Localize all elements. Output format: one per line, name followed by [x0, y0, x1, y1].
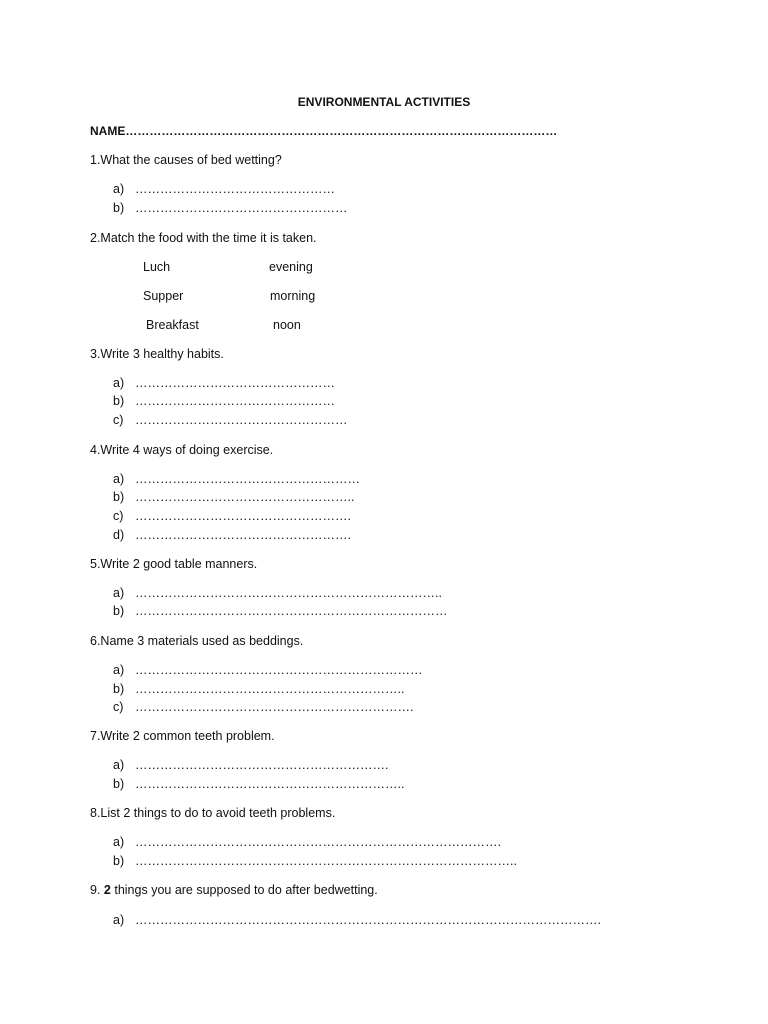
answer-line: …………………………………………… [135, 201, 348, 215]
answer-letter: b) [113, 854, 125, 868]
answer-line: ……………………………………………………………….. [135, 586, 442, 600]
answer-line: ………………………………………… [135, 376, 335, 390]
question-2: 2.Match the food with the time it is taken. [90, 231, 317, 245]
answer-line: ………………………………………………………………… [135, 604, 448, 618]
answer-line: ……………………………………………. [135, 528, 351, 542]
answer-letter: b) [113, 682, 125, 696]
answer-letter: a) [113, 663, 125, 677]
answer-line: …………………………………………………………. [135, 700, 414, 714]
answer-letter: a) [113, 758, 125, 772]
answer-letter: c) [113, 413, 124, 427]
question-3: 3.Write 3 healthy habits. [90, 347, 224, 361]
match-time: morning [270, 289, 316, 303]
answer-line: ……………………………………………………. [135, 758, 389, 772]
answer-letter: b) [113, 777, 125, 791]
question-9-text: things you are supposed to do after bedwetting. [114, 883, 378, 897]
match-time: noon [273, 318, 301, 332]
question-9-number: 9. [90, 883, 101, 897]
answer-letter: a) [113, 376, 125, 390]
worksheet-title: ENVIRONMENTAL ACTIVITIES [297, 95, 471, 109]
question-9 [90, 882, 378, 898]
answer-letter: a) [113, 586, 125, 600]
name-line: NAME……………………………………………………………………………………………… [90, 124, 558, 138]
answer-letter: a) [113, 182, 125, 196]
question-6: 6.Name 3 materials used as beddings. [90, 634, 304, 648]
answer-letter: b) [113, 490, 125, 504]
question-8: 8.List 2 things to do to avoid teeth problems. [90, 806, 336, 820]
answer-line: ……………………………………………………………………………. [135, 835, 501, 849]
answer-letter: a) [113, 835, 125, 849]
answer-letter: c) [113, 509, 124, 523]
answer-letter: b) [113, 201, 125, 215]
answer-line: …………………………………………………………… [135, 663, 423, 677]
answer-line: ………………………………………… [135, 182, 335, 196]
answer-line: ……………………………………………………….. [135, 682, 405, 696]
answer-letter: a) [113, 472, 125, 486]
answer-letter: d) [113, 528, 125, 542]
answer-letter: a) [113, 913, 125, 927]
match-food: Supper [143, 289, 184, 303]
match-food: Breakfast [146, 318, 199, 332]
question-1: 1.What the causes of bed wetting? [90, 153, 282, 167]
answer-line: …………………………………………… [135, 413, 348, 427]
answer-letter: b) [113, 604, 125, 618]
question-5: 5.Write 2 good table manners. [90, 557, 258, 571]
answer-line: ……………………………………………………….. [135, 777, 405, 791]
answer-line: ……………………………………………… [135, 472, 360, 486]
answer-letter: b) [113, 394, 125, 408]
answer-line: ………………………………………… [135, 394, 335, 408]
answer-line: …………………………………………….. [135, 490, 355, 504]
answer-line: ……………………………………………. [135, 509, 351, 523]
answer-letter: c) [113, 700, 124, 714]
answer-line: ……………………………………………………………………………….. [135, 854, 517, 868]
match-food: Luch [143, 260, 171, 274]
question-9-count: 2 [103, 883, 111, 897]
answer-line: …………………………………………………………………………………………………. [135, 913, 601, 927]
question-4: 4.Write 4 ways of doing exercise. [90, 443, 274, 457]
match-time: evening [269, 260, 313, 274]
question-7: 7.Write 2 common teeth problem. [90, 729, 275, 743]
